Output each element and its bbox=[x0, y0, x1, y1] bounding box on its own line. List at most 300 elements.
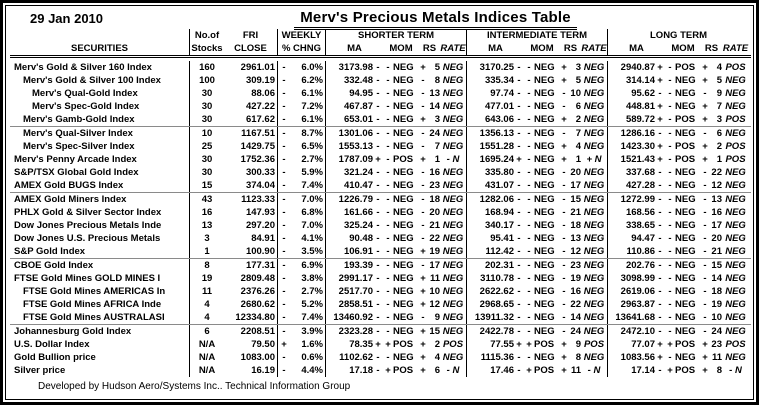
weekly-sign-cell: - bbox=[282, 141, 286, 152]
long-ma-sign-cell: - bbox=[658, 326, 662, 337]
intermediate-rs-cell: 13 bbox=[570, 233, 581, 244]
intermediate-mom-cell: NEG bbox=[534, 88, 555, 99]
intermediate-mom-sign-cell: - bbox=[527, 286, 531, 297]
intermediate-ma-sign-cell: - bbox=[517, 233, 521, 244]
security-name-cell: Dow Jones U.S. Precious Metals bbox=[10, 232, 190, 245]
long-mom-cell: NEG bbox=[675, 194, 696, 205]
security-name-cell: Johannesburg Gold Index bbox=[10, 325, 190, 338]
long-rate-cell: NEG bbox=[725, 233, 746, 244]
intermediate-ma-sign-cell: - bbox=[517, 101, 521, 112]
long-ma-sign-cell: - bbox=[658, 207, 662, 218]
weekly-change-cell: 6.8% bbox=[290, 206, 326, 219]
intermediate-rs-cell: 2 bbox=[575, 114, 581, 125]
long-rs-cell: 20 bbox=[711, 233, 722, 244]
long-ma-sign-cell: - bbox=[658, 167, 662, 178]
long-rs-cell: 16 bbox=[711, 207, 722, 218]
long-mom-cell: NEG bbox=[675, 207, 696, 218]
weekly-sign-cell: - bbox=[282, 326, 286, 337]
intermediate-rs-sign-cell: - bbox=[562, 286, 566, 297]
long-ma-cell: 1083.56 bbox=[620, 352, 655, 363]
fri-close-cell: 374.04 bbox=[224, 179, 278, 192]
weekly-sign-cell: - bbox=[282, 312, 286, 323]
weekly-sign-cell: + bbox=[281, 339, 287, 350]
shorter-mom-cell: NEG bbox=[393, 141, 414, 152]
intermediate-ma-sign-cell: - bbox=[517, 352, 521, 363]
shorter-ma-sign-cell: - bbox=[376, 180, 380, 191]
long-rate-cell: NEG bbox=[725, 75, 746, 86]
fri-close-cell: 2680.62 bbox=[224, 298, 278, 311]
weekly-change-cell: 6.2% bbox=[290, 74, 326, 87]
weekly-sign-cell: - bbox=[282, 260, 286, 271]
shorter-rs-sign-cell: - bbox=[421, 75, 425, 86]
shorter-rate-cell: NEG bbox=[440, 351, 467, 364]
shorter-mom-sign-cell: - bbox=[386, 299, 390, 310]
shorter-rs-sign-cell: + bbox=[420, 286, 426, 297]
long-rate-cell: NEG bbox=[725, 246, 746, 257]
shorter-rs-sign-cell: + bbox=[420, 273, 426, 284]
security-name-cell: Silver price bbox=[10, 364, 190, 377]
long-ma-cell: 2963.87 bbox=[620, 299, 655, 310]
column-header-row-2 bbox=[10, 42, 751, 55]
shorter-rate-cell: NEG bbox=[440, 311, 467, 324]
fri-close-cell: 1752.36 bbox=[224, 153, 278, 166]
intermediate-mom-sign-cell: - bbox=[527, 75, 531, 86]
long-rate-cell: POS bbox=[725, 154, 746, 165]
intermediate-ma-cell: 1356.13 bbox=[479, 128, 514, 139]
intermediate-rs-sign-cell: + bbox=[561, 62, 567, 73]
security-name-cell: Merv's Gamb-Gold Index bbox=[10, 113, 190, 126]
long-mom-sign-cell: - bbox=[668, 260, 672, 271]
intermediate-rs-cell: 14 bbox=[570, 312, 581, 323]
shorter-mom-sign-cell: - bbox=[386, 207, 390, 218]
long-mom-sign-cell: - bbox=[668, 246, 672, 257]
shorter-ma-cell: 2323.28 bbox=[338, 326, 373, 337]
long-mom-cell: POS bbox=[675, 339, 696, 350]
shorter-rate-cell: NEG bbox=[440, 74, 467, 87]
intermediate-rs-cell: 8 bbox=[575, 352, 581, 363]
shorter-rs-cell: 6 bbox=[434, 365, 440, 376]
intermediate-rs-cell: 12 bbox=[570, 246, 581, 257]
weekly-change-cell: 3.8% bbox=[290, 272, 326, 285]
long-rate-cell: NEG bbox=[725, 220, 746, 231]
fri-close-cell: 100.90 bbox=[224, 245, 278, 258]
long-mom-sign-cell: - bbox=[668, 352, 672, 363]
shorter-rs-cell: 14 bbox=[429, 101, 440, 112]
fri-close-cell: 297.20 bbox=[224, 219, 278, 232]
long-rs-cell: 14 bbox=[711, 273, 722, 284]
intermediate-ma-sign-cell: - bbox=[517, 75, 521, 86]
long-rate-cell: POS bbox=[725, 141, 746, 152]
long-mom-sign-cell: - bbox=[668, 286, 672, 297]
long-rs-cell: 21 bbox=[711, 246, 722, 257]
long-mom-sign-cell: - bbox=[668, 312, 672, 323]
intermediate-ma-cell: 168.94 bbox=[484, 207, 514, 218]
shorter-rs-sign-cell: - bbox=[421, 167, 425, 178]
shorter-mom-sign-cell: - bbox=[386, 154, 390, 165]
footer-credit: Developed by Hudson Aero/Systems Inc.. Technical Information Group bbox=[38, 381, 351, 392]
intermediate-rs-sign-cell: - bbox=[562, 88, 566, 99]
stocks-count-cell: 30 bbox=[201, 114, 213, 125]
long-mom-sign-cell: - bbox=[668, 101, 672, 112]
long-mom-cell: NEG bbox=[675, 101, 696, 112]
shorter-rate-cell: NEG bbox=[440, 219, 467, 232]
long-mom-cell: NEG bbox=[675, 233, 696, 244]
shorter-mom-sign-cell: - bbox=[386, 114, 390, 125]
intermediate-mom-cell: NEG bbox=[534, 167, 555, 178]
stocks-count-cell: N/A bbox=[198, 365, 216, 376]
long-rs-sign-cell: + bbox=[702, 365, 708, 376]
long-mom-sign-cell: - bbox=[668, 273, 672, 284]
intermediate-rate-cell: NEG bbox=[581, 113, 608, 126]
shorter-ma-header: MA bbox=[347, 43, 362, 54]
fri-close-cell: 617.62 bbox=[224, 113, 278, 126]
intermediate-rate-cell: NEG bbox=[581, 298, 608, 311]
intermediate-rs-cell: 7 bbox=[575, 128, 581, 139]
long-rs-cell: 2 bbox=[716, 141, 722, 152]
security-name-cell: Merv's Qual-Gold Index bbox=[10, 87, 190, 100]
long-rs-sign-cell: + bbox=[702, 352, 708, 363]
intermediate-rs-cell: 5 bbox=[575, 75, 581, 86]
intermediate-rs-sign-cell: - bbox=[562, 180, 566, 191]
table-inner-frame bbox=[5, 5, 754, 400]
long-ma-cell: 1521.43 bbox=[620, 154, 655, 165]
fri-close-cell: 177.31 bbox=[224, 259, 278, 272]
weekly-header: WEEKLY bbox=[278, 29, 326, 42]
stocks-count-cell: 100 bbox=[199, 75, 215, 86]
shorter-mom-cell: NEG bbox=[393, 246, 414, 257]
intermediate-ma-sign-cell: - bbox=[517, 220, 521, 231]
weekly-sign-cell: - bbox=[282, 246, 286, 257]
shorter-mom-cell: NEG bbox=[393, 207, 414, 218]
shorter-mom-sign-cell: - bbox=[386, 326, 390, 337]
shorter-rs-sign-cell: - bbox=[421, 88, 425, 99]
shorter-ma-cell: 2991.17 bbox=[338, 273, 373, 284]
intermediate-rs-sign-cell: + bbox=[561, 339, 567, 350]
long-mom-sign-cell: - bbox=[668, 207, 672, 218]
fri-close-cell: 300.33 bbox=[224, 166, 278, 179]
table-row bbox=[10, 87, 751, 100]
indices-table-body bbox=[10, 61, 751, 377]
long-rate-cell: NEG bbox=[725, 88, 746, 99]
shorter-mom-cell: NEG bbox=[393, 101, 414, 112]
shorter-ma-sign-cell: - bbox=[376, 220, 380, 231]
weekly-sign-cell: - bbox=[282, 365, 286, 376]
shorter-rate-cell: - N bbox=[440, 153, 467, 166]
shorter-mom-sign-cell: - bbox=[386, 101, 390, 112]
table-row bbox=[10, 193, 751, 206]
shorter-ma-sign-cell: - bbox=[376, 299, 380, 310]
weekly-change-cell: 2.7% bbox=[290, 153, 326, 166]
table-row bbox=[10, 338, 751, 351]
weekly-change-cell: 7.2% bbox=[290, 100, 326, 113]
shorter-rate-cell: NEG bbox=[440, 285, 467, 298]
intermediate-rs-sign-cell: - bbox=[562, 273, 566, 284]
table-row bbox=[10, 285, 751, 298]
weekly-sign-cell: - bbox=[282, 154, 286, 165]
intermediate-rs-cell: 11 bbox=[570, 365, 581, 376]
shorter-rate-header: RATE bbox=[440, 43, 466, 54]
intermediate-rate-cell: NEG bbox=[581, 245, 608, 258]
long-mom-cell: NEG bbox=[675, 326, 696, 337]
security-name-cell: Merv's Spec-Gold Index bbox=[10, 100, 190, 113]
intermediate-ma-cell: 1115.36 bbox=[480, 352, 514, 363]
shorter-mom-cell: NEG bbox=[393, 326, 414, 337]
shorter-mom-sign-cell: - bbox=[386, 286, 390, 297]
fri-close-cell: 2376.26 bbox=[224, 285, 278, 298]
shorter-rate-cell: NEG bbox=[440, 272, 467, 285]
shorter-mom-sign-cell: - bbox=[386, 128, 390, 139]
long-rate-cell: NEG bbox=[725, 101, 746, 112]
long-ma-sign-cell: + bbox=[657, 62, 663, 73]
security-name-cell: AMEX Gold BUGS Index bbox=[10, 179, 190, 192]
shorter-ma-cell: 1226.79 bbox=[338, 194, 373, 205]
intermediate-ma-cell: 13911.32 bbox=[474, 312, 514, 323]
long-rs-cell: 6 bbox=[716, 128, 722, 139]
intermediate-ma-sign-cell: - bbox=[517, 167, 521, 178]
table-row bbox=[10, 206, 751, 219]
shorter-ma-sign-cell: - bbox=[376, 260, 380, 271]
shorter-ma-cell: 321.24 bbox=[343, 167, 373, 178]
security-name-cell: FTSE Gold Mines AUSTRALASI bbox=[10, 311, 190, 324]
intermediate-mom-sign-cell: - bbox=[527, 220, 531, 231]
shorter-rs-cell: 3 bbox=[434, 114, 440, 125]
intermediate-rs-sign-cell: + bbox=[561, 352, 567, 363]
intermediate-mom-cell: NEG bbox=[534, 273, 555, 284]
long-rate-cell: POS bbox=[725, 62, 746, 73]
security-name-cell: Merv's Penny Arcade Index bbox=[10, 153, 190, 166]
intermediate-rs-cell: 21 bbox=[570, 207, 581, 218]
long-ma-sign-cell: + bbox=[657, 114, 663, 125]
security-name-cell: Dow Jones Precious Metals Inde bbox=[10, 219, 190, 232]
shorter-rs-header: RS bbox=[422, 43, 437, 54]
shorter-rate-cell: NEG bbox=[440, 127, 467, 140]
intermediate-rate-cell: NEG bbox=[581, 127, 608, 140]
intermediate-rs-cell: 18 bbox=[570, 220, 581, 231]
long-rs-cell: 1 bbox=[716, 154, 722, 165]
stocks-count-cell: 30 bbox=[201, 167, 213, 178]
shorter-ma-cell: 325.24 bbox=[343, 220, 373, 231]
table-row bbox=[10, 298, 751, 311]
shorter-ma-cell: 2517.70 bbox=[338, 286, 373, 297]
intermediate-rs-cell: 19 bbox=[570, 273, 581, 284]
weekly-sign-cell: - bbox=[282, 194, 286, 205]
long-rate-cell: NEG bbox=[725, 180, 746, 191]
shorter-ma-cell: 1787.09 bbox=[338, 154, 373, 165]
long-ma-sign-cell: - bbox=[658, 312, 662, 323]
fri-close-cell: 2809.48 bbox=[224, 272, 278, 285]
shorter-ma-cell: 653.01 bbox=[343, 114, 373, 125]
shorter-ma-sign-cell: - bbox=[376, 246, 380, 257]
long-mom-sign-cell: - bbox=[668, 75, 672, 86]
long-ma-cell: 337.68 bbox=[625, 167, 655, 178]
shorter-rs-cell: 18 bbox=[429, 194, 440, 205]
table-row bbox=[10, 179, 751, 193]
shorter-mom-sign-cell: - bbox=[386, 233, 390, 244]
long-ma-sign-cell: - bbox=[658, 233, 662, 244]
intermediate-rs-cell: 17 bbox=[570, 180, 581, 191]
table-row bbox=[10, 153, 751, 166]
fri-close-cell: 147.93 bbox=[224, 206, 278, 219]
shorter-rs-cell: 19 bbox=[429, 246, 440, 257]
long-mom-cell: NEG bbox=[675, 128, 696, 139]
security-name-cell: Merv's Qual-Silver Index bbox=[10, 127, 190, 140]
intermediate-rate-cell: - N bbox=[581, 364, 608, 377]
shorter-rs-sign-cell: + bbox=[420, 154, 426, 165]
security-name-cell: Merv's Gold & Silver 160 Index bbox=[10, 61, 190, 74]
stocks-count-cell: 15 bbox=[201, 180, 213, 191]
stocks-count-cell: 160 bbox=[199, 62, 215, 73]
shorter-ma-cell: 332.48 bbox=[343, 75, 373, 86]
shorter-ma-cell: 1102.62 bbox=[339, 352, 373, 363]
shorter-rs-cell: 4 bbox=[434, 352, 440, 363]
stocks-count-cell: 30 bbox=[201, 154, 213, 165]
fri-close-cell: 88.06 bbox=[224, 87, 278, 100]
intermediate-rs-cell: 4 bbox=[575, 141, 581, 152]
shorter-ma-cell: 94.95 bbox=[349, 88, 373, 99]
shorter-rs-cell: 23 bbox=[429, 180, 440, 191]
shorter-rs-cell: 7 bbox=[434, 141, 440, 152]
stocks-count-cell: 43 bbox=[201, 194, 213, 205]
intermediate-ma-sign-cell: - bbox=[517, 365, 521, 376]
shorter-rs-cell: 21 bbox=[429, 220, 440, 231]
long-rs-cell: 15 bbox=[711, 260, 722, 271]
stocks-count-cell: 3 bbox=[204, 233, 210, 244]
long-rate-cell: NEG bbox=[725, 260, 746, 271]
intermediate-ma-sign-cell: - bbox=[517, 326, 521, 337]
long-mom-cell: POS bbox=[675, 141, 696, 152]
shorter-ma-sign-cell: - bbox=[376, 352, 380, 363]
long-ma-sign-cell: - bbox=[658, 299, 662, 310]
long-ma-cell: 13641.68 bbox=[615, 312, 655, 323]
long-rs-cell: 17 bbox=[711, 220, 722, 231]
stocks-count-cell: 1 bbox=[204, 246, 210, 257]
security-name-cell: FTSE Gold Mines GOLD MINES I bbox=[10, 272, 190, 285]
shorter-ma-sign-cell: - bbox=[376, 207, 380, 218]
weekly-change-cell: 5.9% bbox=[290, 166, 326, 179]
shorter-mom-sign-cell: - bbox=[386, 312, 390, 323]
intermediate-ma-sign-cell: - bbox=[517, 194, 521, 205]
intermediate-mom-sign-cell: - bbox=[527, 299, 531, 310]
shorter-rs-sign-cell: + bbox=[420, 352, 426, 363]
stocks-count-cell: 25 bbox=[201, 141, 213, 152]
long-rs-sign-cell: + bbox=[702, 154, 708, 165]
weekly-change-cell: 7.0% bbox=[290, 219, 326, 232]
intermediate-ma-cell: 2622.62 bbox=[479, 286, 514, 297]
shorter-mom-cell: NEG bbox=[393, 88, 414, 99]
intermediate-rs-cell: 9 bbox=[575, 339, 581, 350]
weekly-change-cell: 0.6% bbox=[290, 351, 326, 364]
long-ma-sign-cell: + bbox=[657, 101, 663, 112]
security-name-cell: PHLX Gold & Silver Sector Index bbox=[10, 206, 190, 219]
long-rs-sign-cell: - bbox=[703, 207, 707, 218]
long-ma-sign-cell: + bbox=[657, 75, 663, 86]
shorter-ma-cell: 193.39 bbox=[343, 260, 373, 271]
shorter-rate-cell: NEG bbox=[440, 259, 467, 272]
long-rs-cell: 18 bbox=[711, 286, 722, 297]
shorter-rs-sign-cell: - bbox=[421, 233, 425, 244]
shorter-rs-sign-cell: + bbox=[420, 339, 426, 350]
weekly-sign-cell: - bbox=[282, 101, 286, 112]
stocks-count-cell: 30 bbox=[201, 88, 213, 99]
fri-close-cell: 2961.01 bbox=[224, 61, 278, 74]
long-ma-sign-cell: + bbox=[657, 352, 663, 363]
stocks-count-cell: 8 bbox=[204, 260, 210, 271]
shorter-rate-cell: NEG bbox=[440, 206, 467, 219]
intermediate-mom-cell: NEG bbox=[534, 326, 555, 337]
intermediate-rs-sign-cell: + bbox=[561, 141, 567, 152]
shorter-rate-cell: NEG bbox=[440, 232, 467, 245]
intermediate-ma-cell: 431.07 bbox=[484, 180, 514, 191]
weekly-sign-cell: - bbox=[282, 128, 286, 139]
securities-header-spacer bbox=[10, 29, 190, 42]
table-row bbox=[10, 232, 751, 245]
long-rs-cell: 10 bbox=[711, 312, 722, 323]
shorter-mom-sign-cell: - bbox=[386, 220, 390, 231]
shorter-rs-cell: 22 bbox=[429, 233, 440, 244]
intermediate-rate-cell: NEG bbox=[581, 259, 608, 272]
shorter-rs-sign-cell: - bbox=[421, 194, 425, 205]
shorter-ma-sign-cell: - bbox=[376, 194, 380, 205]
long-rs-sign-cell: - bbox=[703, 246, 707, 257]
fri-close-cell: 1083.00 bbox=[224, 351, 278, 364]
long-mom-cell: NEG bbox=[675, 260, 696, 271]
fri-close-cell: 84.91 bbox=[224, 232, 278, 245]
shorter-ma-sign-cell: - bbox=[376, 286, 380, 297]
intermediate-ma-sign-cell: - bbox=[517, 246, 521, 257]
intermediate-mom-cell: NEG bbox=[534, 75, 555, 86]
weekly-sign-cell: - bbox=[282, 114, 286, 125]
shorter-mom-sign-cell: - bbox=[386, 352, 390, 363]
intermediate-mom-header: MOM bbox=[530, 43, 554, 54]
stocks-count-cell: 10 bbox=[201, 128, 213, 139]
intermediate-mom-cell: NEG bbox=[534, 207, 555, 218]
shorter-mom-cell: NEG bbox=[393, 194, 414, 205]
long-ma-cell: 95.62 bbox=[631, 88, 655, 99]
table-row bbox=[10, 364, 751, 377]
weekly-change-cell: 2.7% bbox=[290, 285, 326, 298]
intermediate-rs-cell: 24 bbox=[570, 326, 581, 337]
shorter-mom-cell: POS bbox=[393, 365, 414, 376]
long-rs-sign-cell: - bbox=[703, 180, 707, 191]
long-rs-sign-cell: - bbox=[703, 88, 707, 99]
shorter-mom-cell: NEG bbox=[393, 220, 414, 231]
intermediate-ma-cell: 340.17 bbox=[484, 220, 514, 231]
weekly-change-cell: 6.1% bbox=[290, 87, 326, 100]
intermediate-rate-cell: POS bbox=[581, 338, 608, 351]
intermediate-mom-cell: NEG bbox=[534, 180, 555, 191]
fri-close-cell: 427.22 bbox=[224, 100, 278, 113]
weekly-change-cell: 8.7% bbox=[290, 127, 326, 140]
shorter-rs-sign-cell: - bbox=[421, 260, 425, 271]
long-ma-cell: 202.76 bbox=[625, 260, 655, 271]
intermediate-mom-sign-cell: - bbox=[527, 154, 531, 165]
long-rs-cell: 7 bbox=[716, 101, 722, 112]
long-rate-cell: NEG bbox=[725, 207, 746, 218]
shorter-ma-cell: 78.35 bbox=[349, 339, 373, 350]
intermediate-rs-sign-cell: - bbox=[562, 299, 566, 310]
intermediate-rate-cell: NEG bbox=[581, 272, 608, 285]
long-rs-cell: 11 bbox=[711, 352, 722, 363]
long-mom-cell: NEG bbox=[675, 273, 696, 284]
long-rs-sign-cell: - bbox=[703, 312, 707, 323]
long-ma-cell: 2619.06 bbox=[620, 286, 655, 297]
intermediate-rs-cell: 16 bbox=[570, 286, 581, 297]
long-rs-cell: 5 bbox=[716, 75, 722, 86]
shorter-mom-cell: NEG bbox=[393, 180, 414, 191]
shorter-ma-cell: 161.66 bbox=[343, 207, 373, 218]
security-name-cell: S&P/TSX Global Gold Index bbox=[10, 166, 190, 179]
shorter-term-header: SHORTER TERM bbox=[326, 29, 467, 42]
